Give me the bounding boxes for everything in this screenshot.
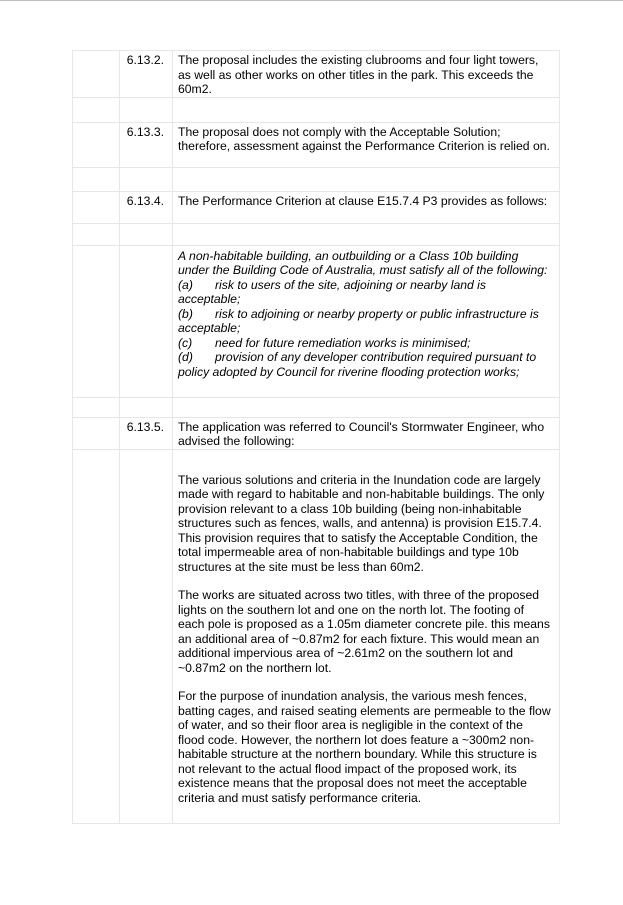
item-label: (b) [178,306,193,321]
advice-paragraph: For the purpose of inundation analysis, the various mesh fences, batting cages, and raised seating elements are permeable to the flow of water, and so their floor area is negligible in the context of the flood code. However, the northern lot does feature a ~300m2 non-habitable structure at the northern boundary. While this structure is not relevant to the actual flood impact of the proposed work, its existence means that the proposal does not meet the acceptable criteria and must satisfy performance criteria. [178,689,551,805]
advice-paragraph: The various solutions and criteria in the Inundation code are largely made with regard to habitable and non-habitable buildings. The only provision relevant to a class 10b building (being non-inhabitable structures such as fences, walls, and antenna) is provision E15.7.4. This provision requires that to satisfy the Acceptable Condition, the total impermeable area of non-habitable buildings and type 10b structures at the site must be less than 60m2. [178,472,545,574]
criterion-item [178,336,551,351]
spacer-row [73,397,560,417]
engineer-advice-row [73,449,560,823]
item-text: need for future remediation works is minimised; [215,335,471,350]
clause-number: 6.13.5. [126,419,164,434]
spacer-row [73,167,560,191]
item-label: (c) [178,335,193,350]
item-text: risk to users of the site, adjoining or nearby land is acceptable; [178,277,486,306]
report-table [72,50,560,824]
clause-row [73,417,560,449]
clause-text: The proposal includes the existing clubrooms and four light towers, as well as other works on other titles in the park. This exceeds the 60m2. [173,51,560,98]
item-text: risk to adjoining or nearby property or public infrastructure is acceptable; [178,306,539,335]
spacer-row [73,223,560,245]
criterion-intro: A non-habitable building, an outbuilding or a Class 10b building under the Building Code of Australia, must satisfy all of the following: [178,248,548,277]
criterion-item [178,350,551,379]
clause-row [73,122,560,167]
item-label: (a) [178,277,193,292]
clause-row [73,51,560,98]
criterion-item [178,278,551,307]
clause-text: The Performance Criterion at clause E15.7.4 P3 provides as follows: [173,191,560,223]
performance-criterion-quote [173,245,560,397]
criterion-quote-row [73,245,560,397]
clause-number: 6.13.4. [126,193,164,208]
clause-text: The application was referred to Council's Stormwater Engineer, who advised the following: [173,417,560,449]
clause-row [73,191,560,223]
item-label: (d) [178,350,193,364]
clause-text: The proposal does not comply with the Acceptable Solution; therefore, assessment against the Performance Criterion is relied on. [173,122,560,167]
advice-paragraph: The works are situated across two titles, with three of the proposed lights on the southern lot and one on the north lot. The footing of each pole is proposed as a 1.05m diameter concrete pile. this means an additional area of ~0.87m2 for each fixture. This would mean an additional impervious area of ~2.61m2 on the southern lot and ~0.87m2 on the northern lot. [178,588,550,675]
engineer-advice [173,449,560,823]
clause-number: 6.13.3. [126,124,164,139]
criterion-item [178,307,551,336]
page-top-border [0,0,623,1]
clause-number: 6.13.2. [126,53,164,67]
spacer-row [73,97,560,122]
item-text: provision of any developer contribution required pursuant to policy adopted by Council for riverine flooding protection works; [178,350,537,379]
